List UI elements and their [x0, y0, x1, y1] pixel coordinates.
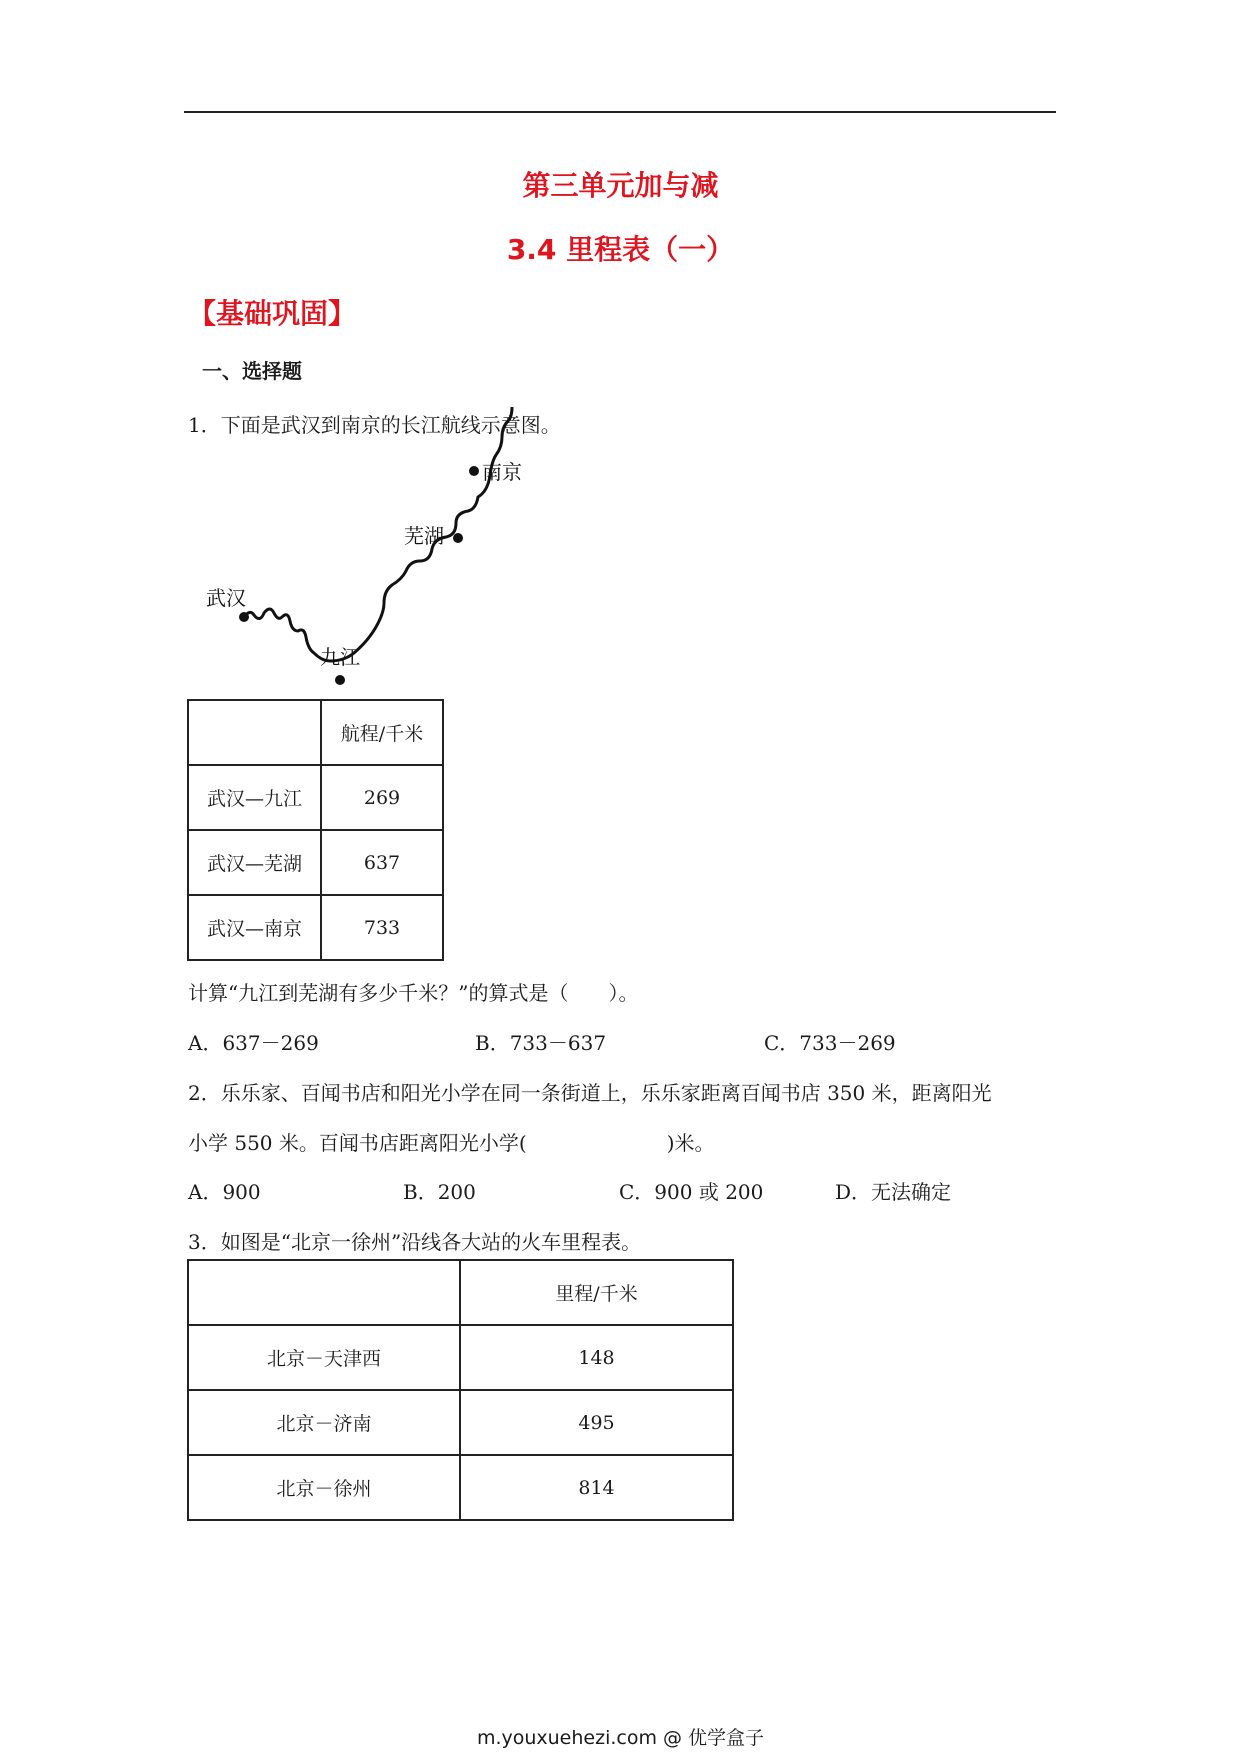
- wuhan-label: 武汉: [206, 586, 246, 610]
- table-header-cell: 航程/千米: [321, 700, 443, 765]
- wuhu-dot: [453, 533, 463, 543]
- q1-distance-table: [187, 699, 444, 961]
- q2-option-a: A．900: [188, 1180, 261, 1204]
- route-cell: 武汉—芜湖: [188, 830, 321, 895]
- river-path: [244, 407, 512, 661]
- route-cell: 北京－徐州: [188, 1455, 460, 1520]
- distance-cell: 148: [460, 1325, 733, 1390]
- distance-cell: 814: [460, 1455, 733, 1520]
- q1-stem: 1．下面是武汉到南京的长江航线示意图。: [188, 413, 561, 437]
- table-cell: [188, 1260, 460, 1325]
- distance-cell: 637: [321, 830, 443, 895]
- table-header-cell: 里程/千米: [460, 1260, 733, 1325]
- unit-title: 第三单元加与减: [522, 169, 719, 202]
- jiujiang-dot: [335, 675, 345, 685]
- q1-question: 计算“九江到芜湖有多少千米？”的算式是（ ）。: [188, 981, 639, 1005]
- river-route-map: [0, 0, 1241, 700]
- table-row: [188, 830, 443, 895]
- table-row: [188, 1390, 733, 1455]
- subsection-title: 一、选择题: [202, 359, 302, 383]
- table-cell: [188, 700, 321, 765]
- q1-option-c: C．733－269: [764, 1031, 896, 1055]
- section-title: 【基础巩固】: [188, 297, 357, 330]
- table-row: [188, 765, 443, 830]
- wuhu-label: 芜湖: [404, 524, 444, 548]
- nanjing-label: 南京: [482, 460, 522, 484]
- jiujiang-label: 九江: [320, 645, 360, 669]
- footer-watermark: m.youxuehezi.com @ 优学盒子: [476, 1727, 765, 1749]
- route-cell: 北京－天津西: [188, 1325, 460, 1390]
- q2-option-c: C．900 或 200: [619, 1180, 764, 1204]
- wuhan-dot: [239, 612, 249, 622]
- distance-cell: 269: [321, 765, 443, 830]
- q2-option-b: B．200: [403, 1180, 476, 1204]
- nanjing-dot: [469, 466, 479, 476]
- q2-line1: 2．乐乐家、百闻书店和阳光小学在同一条街道上，乐乐家距离百闻书店 350 米，距离阳光: [188, 1081, 992, 1105]
- q2-option-d: D．无法确定: [835, 1180, 952, 1204]
- q2-line2: 小学 550 米。百闻书店距离阳光小学( )米。: [188, 1131, 715, 1155]
- distance-cell: 495: [460, 1390, 733, 1455]
- q3-mileage-table: [187, 1259, 734, 1521]
- table-row: [188, 1455, 733, 1520]
- table-row: [188, 1325, 733, 1390]
- table-row: [188, 895, 443, 960]
- route-cell: 武汉—九江: [188, 765, 321, 830]
- route-cell: 北京－济南: [188, 1390, 460, 1455]
- route-cell: 武汉—南京: [188, 895, 321, 960]
- table-header-row: [188, 1260, 733, 1325]
- distance-cell: 733: [321, 895, 443, 960]
- lesson-title: 3.4 里程表（一）: [506, 233, 735, 266]
- q1-option-b: B．733－637: [475, 1031, 607, 1055]
- q3-stem: 3．如图是“北京一徐州”沿线各大站的火车里程表。: [188, 1230, 642, 1254]
- q1-option-a: A．637－269: [188, 1031, 319, 1055]
- table-header-row: [188, 700, 443, 765]
